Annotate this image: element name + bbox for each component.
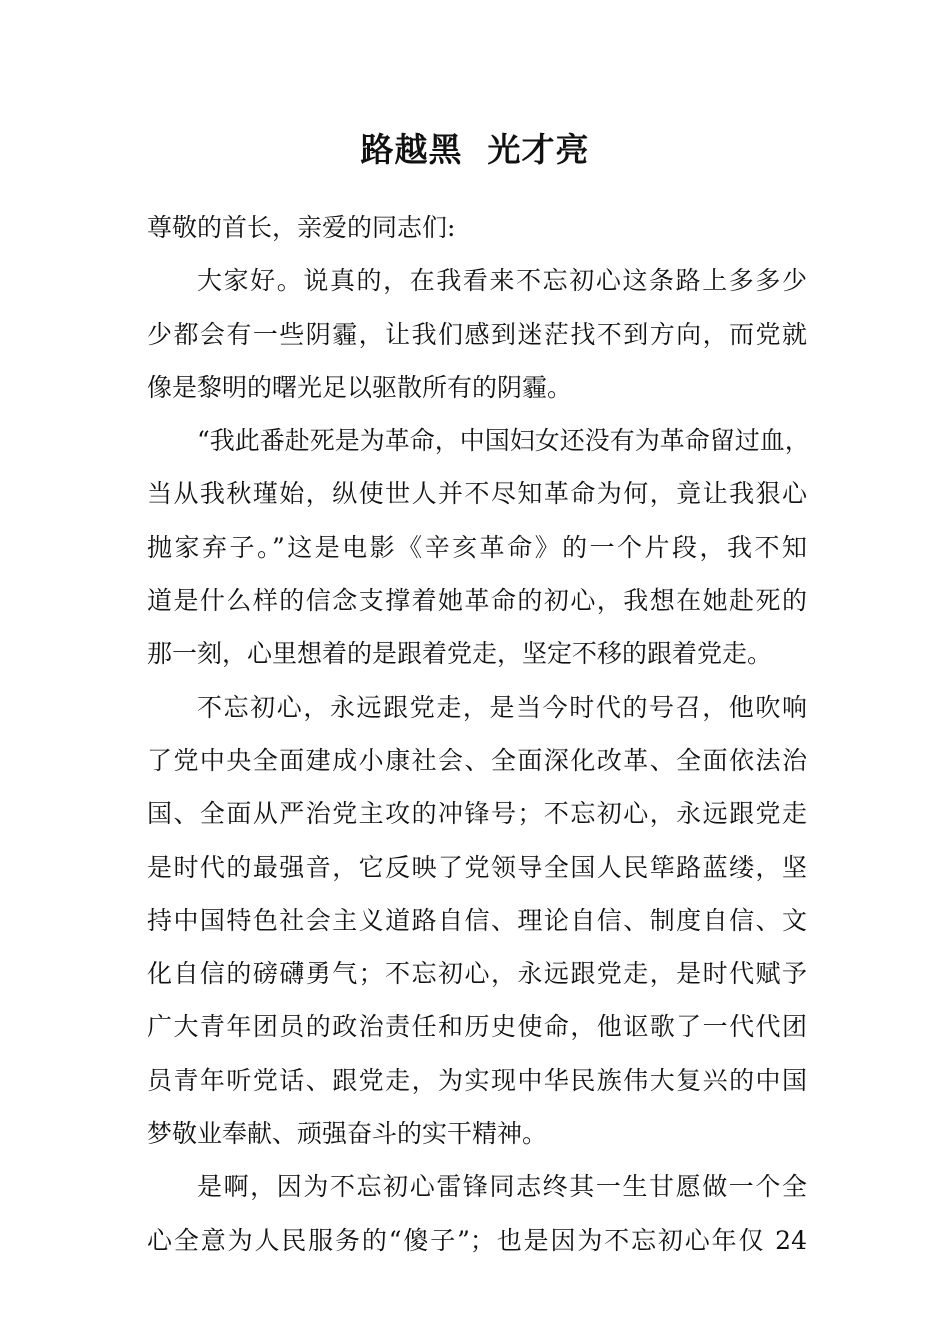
text-line: “我此番赴死是为革命，中国妇女还没有为革命留过血， bbox=[197, 426, 810, 456]
text-line: 那一刻，心里想着的是跟着党走，坚定不移的跟着党走。 bbox=[147, 639, 773, 669]
text-line: 大家好。说真的，在我看来不忘初心这条路上多多少 bbox=[197, 266, 807, 296]
text-line: 像是黎明的曙光足以驱散所有的阴霾。 bbox=[147, 372, 573, 402]
text-line: 梦敬业奉献、顽强奋斗的实干精神。 bbox=[147, 1119, 548, 1149]
text-line: 抛家弃子。”这是电影《辛亥革命》的一个片段，我不知 bbox=[147, 532, 807, 562]
text-line: 员青年听党话、跟党走，为实现中华民族伟大复兴的中国 bbox=[147, 1065, 807, 1095]
text-line: 国、全面从严治党主攻的冲锋号；不忘初心，永远跟党走 bbox=[147, 799, 807, 829]
text-line: 道是什么样的信念支撑着她革命的初心，我想在她赴死的 bbox=[147, 586, 807, 616]
text-line: 化自信的磅礴勇气；不忘初心，永远跟党走，是时代赋予 bbox=[147, 959, 807, 989]
text-line: 当从我秋瑾始，纵使世人并不尽知革命为何，竟让我狠心 bbox=[147, 479, 807, 509]
text-line: 尊敬的首长，亲爱的同志们: bbox=[147, 213, 456, 242]
document-title: 路越黑 光才亮 bbox=[360, 130, 590, 169]
text-line: 少都会有一些阴霾，让我们感到迷茫找不到方向，而党就 bbox=[147, 319, 807, 349]
text-line: 不忘初心，永远跟党走，是当今时代的号召，他吹响 bbox=[197, 692, 807, 722]
document-body bbox=[147, 201, 810, 1267]
text-line: 是啊，因为不忘初心雷锋同志终其一生甘愿做一个全 bbox=[197, 1172, 807, 1202]
text-line: 是时代的最强音，它反映了党领导全国人民筚路蓝缕，坚 bbox=[147, 852, 807, 882]
text-line: 广大青年团员的政治责任和历史使命，他讴歌了一代代团 bbox=[147, 1012, 807, 1042]
text-line: 了党中央全面建成小康社会、全面深化改革、全面依法治 bbox=[147, 745, 807, 775]
text-line: 心全意为人民服务的“傻子”；也是因为不忘初心年仅 24 bbox=[147, 1225, 807, 1255]
text-line: 持中国特色社会主义道路自信、理论自信、制度自信、文 bbox=[147, 905, 807, 935]
